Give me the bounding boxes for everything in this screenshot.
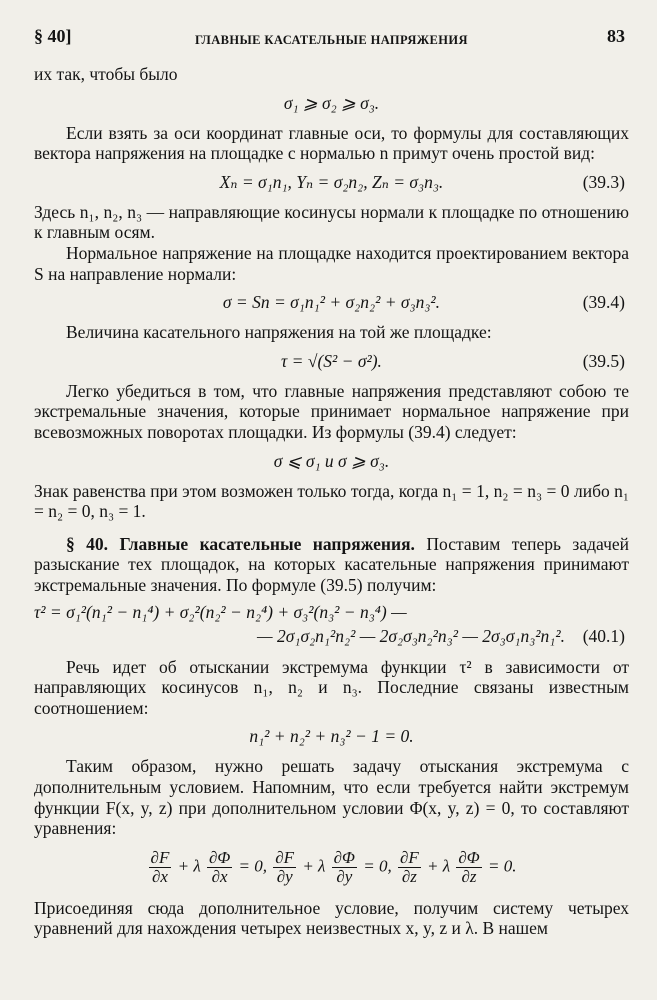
equation-39-5 (34, 351, 629, 373)
equation-body: Xₙ = σ₁n₁, Yₙ = σ₂n₂, Zₙ = σ₃n₃. (219, 171, 444, 192)
fraction: $\frac{\partial F}{\partial z}$ (399, 847, 419, 886)
equation-body: n₁² + n₂² + n₃² − 1 = 0. (249, 726, 414, 747)
paragraph: Знак равенства при этом возможен только тогда, когда n₁ = 1, n₂ = n₃ = 0 либо n₁ = n₂ = 0, n₃ = 1. (34, 480, 629, 522)
paragraph: Речь идет об отыскании экстремума функции τ² в зависимости от направляющих косинусов n₁, n₂ и n₃. Последние связаны известным соотношением: (34, 656, 629, 718)
page-number: 83 (607, 26, 625, 46)
equation-39-4 (34, 292, 629, 314)
fraction: $\frac{\partial\Phi}{\partial z}$ (458, 847, 480, 886)
equation-body: τ = √(S² − σ²). (281, 350, 382, 371)
equation-line: τ² = σ₁²(n₁² − n₁⁴) + σ₂²(n₂² − n₂⁴) + σ₃²(n₃² − n₃⁴) — (34, 601, 407, 622)
equation-40-1 (34, 602, 629, 647)
header-title: ГЛАВНЫЕ КАСАТЕЛЬНЫЕ НАПРЯЖЕНИЯ (195, 33, 468, 47)
lagrange-equations: $\frac{\partial F}{\partial x}$ + λ $\frac{\partial\Phi}{\partial x}$ = 0, $\frac{\partial F}{\partial y}$ + λ $\frac{\partial\Phi}{\partial y}$ = 0, $\frac{\partial F}{\partial z}$ + λ $\frac{\partial\Phi}{\partial z}$ = 0. (150, 847, 517, 886)
equation-body: — 2σ₁σ₂n₁²n₂² — 2σ₂σ₃n₂²n₃² — 2σ₃σ₁n₃²n₁². (257, 626, 565, 647)
paragraph: Присоединяя сюда дополнительное условие, получим систему четырех уравнений для нахождения четырех неизвестных x, y, z и λ. В нашем (34, 897, 629, 939)
equation (34, 93, 629, 115)
paragraph: Легко убедиться в том, что главные напряжения представляют собою те экстремальные значения, которые принимает нормальное напряжение при всевозможных поворотах площадки. Из формулы (39.4) следует: (34, 380, 629, 442)
fraction: $\frac{\partial F}{\partial x}$ (150, 847, 170, 886)
equation-number: (39.3) (582, 171, 625, 192)
equation-line (34, 626, 629, 647)
paragraph: Здесь n₁, n₂, n₃ — направляющие косинусы нормали к площадке по отношению к главным осям. (34, 201, 629, 243)
equation-body: σ = Sn = σ₁n₁² + σ₂n₂² + σ₃n₃². (222, 292, 441, 313)
equation (34, 451, 629, 473)
paragraph: Если взять за оси координат главные оси, то формулы для составляющих вектора напряжения на площадке с нормалью n примут очень простой вид: (34, 122, 629, 164)
equation (34, 726, 629, 748)
equation-number: (40.1) (582, 626, 625, 647)
equation-body: σ ⩽ σ₁ и σ ⩾ σ₃. (273, 450, 390, 471)
fraction: $\frac{\partial F}{\partial y}$ (275, 847, 295, 886)
equation-number: (39.4) (582, 292, 625, 313)
paragraph: их так, чтобы было (34, 64, 178, 84)
running-header (34, 26, 629, 52)
header-section: § 40] (34, 26, 72, 46)
section-paragraph (34, 534, 629, 596)
equation-number: (39.5) (582, 350, 625, 371)
equation-39-3 (34, 172, 629, 194)
equation-body: σ₁ ⩾ σ₂ ⩾ σ₃. (283, 92, 380, 113)
page (34, 26, 629, 939)
paragraph: Величина касательного напряжения на той же площадке: (66, 322, 492, 343)
paragraph: Таким образом, нужно решать задачу отыскания экстремума с дополнительным условием. Напомним, что если требуется найти экстремум функции F(x, y, z) при дополнительном условии Φ(x, y, z) = 0, то составляют уравнения: (34, 756, 629, 839)
paragraph: Нормальное напряжение на площадке находится проектированием вектора S на направление нормали: (34, 242, 629, 284)
section-title: § 40. Главные касательные напряжения. (66, 533, 415, 554)
fraction: $\frac{\partial\Phi}{\partial y}$ (333, 847, 355, 886)
fraction: $\frac{\partial\Phi}{\partial x}$ (208, 847, 231, 886)
paragraph-text: Поставим теперь задачей разыскание тех площадок, на которых касательные напряжения принимают экстремальные значения. По формуле (39.5) получим: (34, 533, 630, 595)
